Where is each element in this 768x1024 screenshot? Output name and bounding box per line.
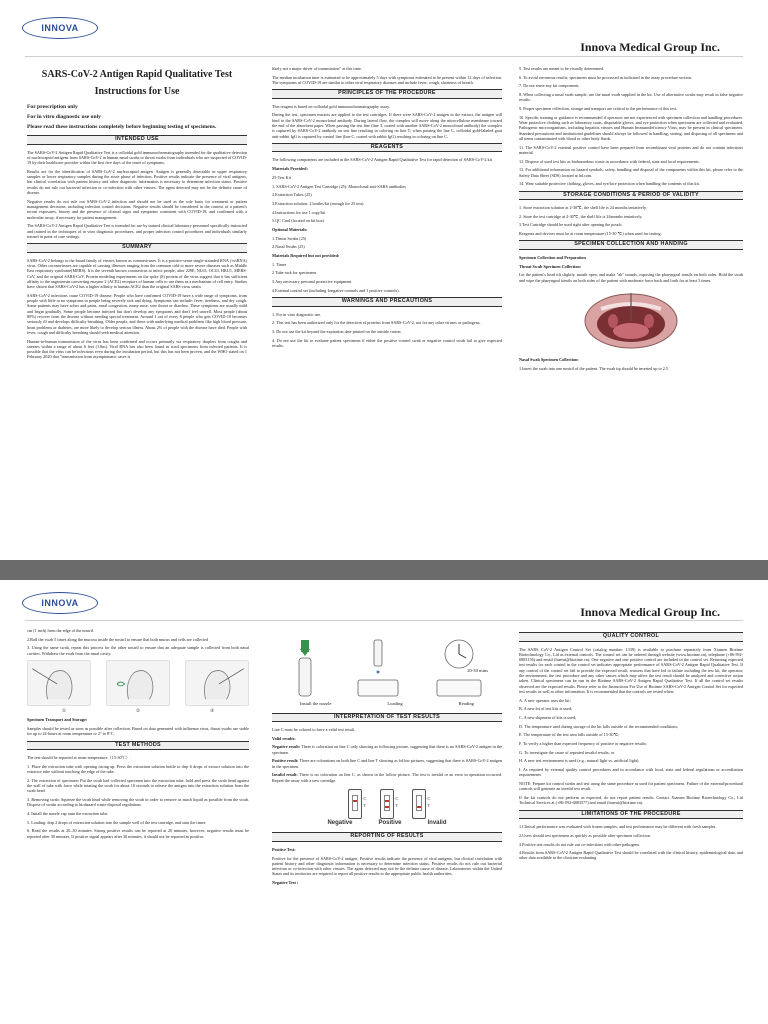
list-item: A. A new operator uses the kit;	[519, 697, 571, 703]
c-mark: C	[395, 797, 398, 802]
list-item: 3.Extraction solution: 2 bottles/kit (enough for 25 test)	[272, 200, 364, 206]
paragraph: The SARS CoV-2 Antigen Control Set (catalog number: 1339) is available to purchase separately from Xiamen Biotime Biotechnology Co., Ltd as external controls. The control set can be ordered through website (www.biotime.cn), telephone (+86-592-6883156) and email (huerui@biotime.cn). One negative and one positive control are included in the control set. Returning expected test results for each control in the control set indicates appropriate performance of SARS-CoV-2 Antigen Rapid Qualitative Test. If any control of the control set fail to provide the expected result, reassess that have led to failure including the test kit, the operator, the environment, the test procedure and any other causes which may affect the test result should be analyzed and corrective action taken. Clinical specimens can be run in the Biotime SARS-CoV-2 Antigen Rapid Qualitative Test. If all the control set results observed are the expected results. Please refer to the Instructions For Use of Biotime SARS-CoV-2 Antigen Control Set for expected test results as well as other information. It is recommended that the controls are tested when:	[519, 646, 743, 694]
paragraph: 3. Using the same swab, repeat this process for the other nostril to ensure that an adequate sample is collected from both nasal cavities. Withdraw the swab from the nasal cavity.	[27, 645, 249, 656]
list-item: 11. The SARS-CoV-2 external positive control have been prepared from recombinant viral proteins and do not contain infectious material.	[519, 144, 743, 155]
list-item: 2.Nasal Swabs (25)	[272, 244, 305, 250]
negative-cassette	[348, 789, 366, 819]
reporting-heading: REPORTING OF RESULTS	[272, 832, 502, 842]
materials-provided-label: Materials Provided:	[272, 166, 308, 172]
list-item: 3.Positive test results do not rule out co-infections with other pathogens.	[519, 841, 641, 847]
list-item: If the kit controls do not perform as expected, do not report patient results. Contact Xiamen Biotime Biotechnology Co., Ltd Technical Services at (+86-592-6883577) and email (huerui@biotime.cn).	[519, 795, 743, 806]
list-item: 1. Timer	[272, 261, 287, 267]
t-mark: T	[395, 804, 398, 809]
nasal-swab-figure-2	[106, 660, 170, 706]
list-item: 8. When collecting a nasal swab sample, use the nasal swab supplied in the kit. Use of alternative swabs may result in false negative results.	[519, 92, 743, 103]
paragraph: SARS-CoV-2 belongs to the broad family of viruses known as coronaviruses. It is a positive-sense single-stranded RNA (+ssRNA) virus. Other coronaviruses are capable of causing illnesses ranging from the common cold to more severe diseases such as Middle East respiratory syndrome(MERS). It is the seventh known coronavirus to infect people, after 229E, NL63, OC43, HKU1, MERS-CoV, and the original SARS-CoV. Protein modeling experiments on the spike (S) protein of the virus suggest that it has sufficient affinity to the angiotensin converting enzyme 2 (ACE2) receptors of human cells to use them as a mechanism of cell entry. Studies have shown that SARS-CoV-2 has a higher affinity to human ACE2 than the original SARS virus strain.	[27, 257, 247, 290]
list-item: G. To investigate the cause of repeated invalid results; or	[519, 749, 615, 755]
t-mark: T	[427, 804, 430, 809]
page2-column-1	[27, 628, 249, 842]
page2-column-3	[519, 632, 743, 864]
list-item: 4.External control set (including 1negative controls and 1 positive controls).	[272, 287, 400, 293]
paragraph: 2.Roll the swab 5 times along the mucosa inside the nostril to ensure that both mucus and cells are collected	[27, 636, 208, 642]
header-rule	[25, 620, 743, 621]
loading-illustration	[352, 636, 402, 702]
page-gap	[0, 560, 768, 580]
nasal-swab-figure-3	[185, 660, 249, 706]
list-item: The test should be reported at room temperature（15-30℃）.	[27, 755, 131, 761]
paragraph: Results are for the identification of SARS-CoV-2 nucleocapsid antigen. Antigen is generally detectable in upper respiratory samples or lower respiratory samples during the acute phase of infection. Positive results indicate the presence of viral antigens, but clinical correlation with patient history and other diagnostic information is necessary to determine infection status. Positive results do not rule out bacterial infection or co-infection with other viruses. The agent detected may not be the definite cause of disease.	[27, 168, 247, 195]
procedure-label: Loading	[387, 701, 403, 707]
page1-column-2	[272, 66, 502, 352]
page-2	[0, 580, 768, 1024]
list-item: C. A new shipment of kits is used;	[519, 714, 577, 720]
list-item: 3.Test Cartridge should be used right after opening the pouch.	[519, 222, 623, 228]
not-provided-label: Materials Required but not provided:	[272, 253, 340, 259]
list-item: 1. SARS-CoV-2 Antigen Test Cartridge (25): Monoclonal anti-SARS antibodies	[272, 183, 407, 189]
storage-heading: STORAGE CONDITIONS & PERIOD OF VALIDITY	[519, 191, 743, 201]
list-item: 2. Store the test cartridge at 2-30℃, the shelf life is 24months tentatively.	[519, 213, 643, 219]
list-item: 1. Place the extraction tube with opening facing up. Press the extraction solution bottle to drip 6 drops of extract solution into the extractor tube without touching the edge of the tube.	[27, 763, 249, 775]
list-item: 25-Test Kit	[272, 174, 291, 180]
list-item: 3.Any necessary personal protective equipment	[272, 279, 352, 285]
list-item: 7. Do not reuse any kit components.	[519, 83, 580, 89]
negative-test-label: Negative Test :	[272, 880, 299, 886]
cassette-label: Invalid	[427, 820, 447, 827]
figure-label: ③	[209, 707, 215, 713]
list-item: 2.Extraction Tubes (25)	[272, 192, 312, 198]
list-item: 14. Wear suitable protective clothing, gloves, and eye/face protection when handling the contents of this kit.	[519, 181, 700, 187]
list-item: 6. Read the results at 20–30 minutes. Strong positive results can be reported at 20 minutes, however, negative results must be reported after 30 minutes. If positive signal appears after 30 minutes, it should not be reported as positive.	[27, 828, 249, 839]
procedure-labels	[272, 701, 502, 706]
paragraph	[272, 744, 502, 755]
procedure-label: Install the nozzle	[299, 701, 332, 707]
cassette-label: Negative	[327, 820, 353, 827]
nozzle-illustration	[285, 636, 325, 702]
list-item: 5. Test results are meant to be visually determined.	[519, 66, 604, 71]
cassette-labels	[272, 821, 502, 826]
paragraph	[272, 772, 502, 783]
paragraph: Samples should be tested as soon as possible after collection. Based on data generated with influenza virus, throat swabs are stable for up to 24-hours at room temperature or 2° to 8°C.	[27, 725, 249, 737]
list-item: Reagents and devices must be at room temperature (15-30 ℃) when used for testing.	[519, 231, 662, 237]
list-item: 4. Do not use the kit to evaluate patient specimens if either the positive control swab or negative control swab fail to give expected results.	[272, 337, 502, 348]
innova-logo: INNOVA	[22, 17, 98, 39]
list-item: 6. To avoid erroneous results, specimens must be processed as indicated in the assay procedure section.	[519, 74, 692, 80]
summary-heading: SUMMARY	[27, 243, 247, 253]
list-item: 13. For additional information on hazard symbols, safety, handling and disposal of the components within this kit, please refer to the Safety Data Sheet (SDS) located at hd.com.	[519, 167, 743, 178]
warnings-heading: WARNINGS AND PRECAUTIONS	[272, 297, 502, 307]
paragraph: The SARS-CoV-2 Antigen Rapid Qualitative Test is intended for use by trained clinical laboratory personnel specifically instructed and trained in the techniques of in vitro diagnostic procedures, and proper infection control procedures and individuals similarly trained in point of care settings.	[27, 223, 247, 239]
negative-result-text: There is coloration on line C only showing as following picture, suggesting that there is no SARS-CoV-2 antigen in the specimen.	[272, 744, 503, 755]
list-item: B. A new lot of test kits is used;	[519, 706, 573, 712]
company-name: Innova Medical Group Inc.	[580, 605, 720, 619]
reagents-heading: REAGENTS	[272, 143, 502, 153]
rx-notice: For prescription only	[27, 104, 78, 110]
list-item: H. A new test environment is used (e.g., natural light vs. artificial light).	[519, 758, 640, 764]
list-item: 3. Do not use the kit beyond the expiration date printed on the outside carton.	[272, 328, 402, 334]
list-item: E. The temperature of the test area falls outside of 15-30℃;	[519, 732, 620, 738]
figure-labels	[27, 708, 249, 713]
interpretation-heading: INTERPRETATION OF TEST RESULTS	[272, 713, 502, 723]
quality-control-heading: QUALITY CONTROL	[519, 632, 743, 642]
paragraph: During the test, specimen extracts are applied to the test cartridges. If there were SARS-CoV-2 antigen in the extract, the antigen will bind to the SARS-CoV-2 monoclonal antibody. During lateral flow, the complex will move along the nitrocellulose membrane toward the end of the absorbent paper. When passing the test line (line T, coated with another SARS-CoV-2 monoclonal antibody) the complex is captured by SARS-CoV-2 antibody on test line resulting in coloring on line T; when passing the line C, colloidal gold-labeled goat anti-rabbit IgG is captured by control line (line C, coated with rabbit IgG) resulting in coloring on line C.	[272, 112, 502, 139]
control-line	[353, 800, 357, 802]
list-item: 5.QC Card (located on kit box)	[272, 218, 325, 224]
paragraph: 1.Insert the swab into one nostril of the patient. The swab tip should be inserted up to 2.5	[519, 365, 669, 371]
figure-label: ①	[61, 707, 67, 713]
paragraph: The median incubation time is estimated to be approximately 5 days with symptoms estimated to be present within 12 days of infection. The symptoms of COVID-19 are similar to other viral respiratory diseases and include fever, cough, shortness of breath.	[272, 74, 502, 85]
list-item: 12. Dispose of used test kits as biohazardous waste in accordance with federal, state and local requirements.	[519, 158, 700, 164]
list-item: 1. Store extraction solution at 2-30℃, the shelf life is 24 months tentatively.	[519, 205, 647, 211]
valid-label: Valid results:	[272, 735, 296, 741]
limitations-heading: LIMITATIONS OF THE PROCEDURE	[519, 810, 743, 820]
paragraph: SARS-CoV-2 infections cause COVID-19 disease. People who have confirmed COVID-19 have a wide range of symptoms, from people with little to no symptoms to people being severely sick and dying. Symptoms can include: fever, tiredness, and dry cough. Some patients may have aches and pains, nasal congestion, runny nose, sore throat or diarrhea. These symptoms are usually mild and begin gradually. Some people become infected but don't develop any symptoms and don't feel unwell. Most people (about 80%) recover from the disease without needing special treatment. Around 1 out of every 6 people who gets COVID-19 becomes seriously ill and develops difficulty breathing. Older people, and those with underlying medical problems like high blood pressure, heart problems or diabetes, are more likely to develop serious illness. About 2% of people with the disease have died. People with fever, cough and difficulty breathing should seek medical attention.	[27, 292, 247, 335]
paragraph: This reagent is based on colloidal gold immunochromatography assay.	[272, 103, 390, 109]
cassette-label: Positive	[378, 820, 402, 827]
list-item: NOTE: Prepare kit control swabs and test using the same procedure as used for patient specimens. Failure of the external/procedural controls will generate an invalid test result.	[519, 781, 743, 792]
nasal-swab-label: Nasal Swab Specimen Collection:	[519, 356, 579, 362]
page1-column-3	[519, 66, 743, 374]
control-line	[385, 800, 389, 802]
list-item: 1. For in vitro diagnostic use.	[272, 311, 322, 317]
positive-cassette	[380, 789, 398, 819]
list-item: I. As required by external quality control procedures and in accordance with local, state and federal regulations or accreditation requirements.	[519, 767, 743, 778]
throat-swab-illustration	[571, 291, 691, 351]
list-item: 4. Install the nozzle cap onto the extraction tube.	[27, 810, 109, 816]
list-item: 10. Specific training or guidance is recommended if operators are not experienced with specimen collection and handling procedures. Wear protective clothing such as laboratory coats, disposable gloves, and eye protection when specimens are collected and evaluated. Pathogenic microorganisms, including hepatitis viruses and Human Immunodeficiency Virus, may be present in clinical specimens. Standard precautions and institutional guidelines should always be followed in handling, storing, and disposing of all specimens and all items contaminated with blood or other body fluids.	[519, 114, 743, 141]
specimen-collection-label: Specimen Collection and Preparation	[519, 254, 586, 260]
principles-heading: PRINCIPLES OF THE PROCEDURE	[272, 89, 502, 99]
list-item: F. To verify a higher than expected frequency of positive or negative results;	[519, 741, 647, 746]
company-name: Innova Medical Group Inc.	[580, 40, 720, 54]
procedure-label: Reading	[458, 701, 474, 707]
timer-label: 20-30 mins	[467, 668, 488, 673]
doc-subtitle: Instructions for Use	[94, 86, 180, 97]
invalid-result-label: Invalid result:	[272, 772, 298, 778]
throat-swab-label: Throat Swab Specimen Collection:	[519, 263, 582, 269]
ivd-notice: For in vitro diagnostic use only	[27, 114, 101, 120]
nasal-swab-figure-1	[27, 660, 91, 706]
header-rule	[25, 56, 743, 57]
paragraph: Positive for the presence of SARS-CoV-2 antigen. Positive results indicate the presence of viral antigens, but clinical correlation with patient history and other diagnostic information is necessary to determine infection status. Positive results do not rule out bacterial infection or co-infection with other viruses. The agent detected may not be the definite cause of disease. Laboratories within the United States and its territories are required to report all positive results to the appropriate public health authorities.	[272, 855, 502, 877]
invalid-result-text: There is no coloration on line C, as shown in the follow picture. The test is invalid or an error in operation occurred. Repeat the assay with a new cartridge.	[272, 772, 502, 783]
nasal-swab-figures	[27, 660, 249, 706]
paragraph: The following components are included in the SARS-CoV-2 Antigen Rapid Qualitative Test for rapid detection of SARS-CoV-2 kit	[272, 157, 492, 163]
list-item: D. The temperature used during storage of the kit falls outside of the recommended conditions;	[519, 723, 679, 729]
c-mark: C	[363, 797, 366, 802]
positive-result-label: Positive result:	[272, 758, 299, 764]
list-item: 2. The extraction of specimen: Put the swab had collected specimen into the extraction tube, hold and press the swab head against the wall of tube with force while rotating the swab for about 10 seconds to release the antigen into the extraction solution from the swab head.	[27, 777, 249, 794]
list-item: 9. Proper specimen collection, storage and transport are critical to the performance of this test.	[519, 106, 678, 112]
figure-label: ②	[135, 707, 141, 713]
doc-title: SARS-CoV-2 Antigen Rapid Qualitative Test	[41, 69, 233, 80]
paragraph: The SARS-CoV-2 Antigen Rapid Qualitative Test is a colloidal gold immunochromatography intended for the qualitative detection of nucleocapsid antigens from SARS-CoV-2 in human nasal swabs or throat swabs from individuals who are suspected of COVID-19 by their healthcare provider within the first five days of the onset of symptoms.	[27, 149, 247, 166]
result-cassettes	[272, 789, 502, 819]
c-mark: C	[427, 797, 430, 802]
intended-use-heading: INTENDED USE	[27, 135, 247, 145]
invalid-cassette	[412, 789, 430, 819]
paragraph: Let the patient's head tilt slightly, mouth open, and make "ah" sounds, exposing the pharyngeal tonsils on both sides. Hold the swab and wipe the pharyngeal tonsils on both sides of the patient with moderate force back and forth for at least 3 times.	[519, 272, 743, 283]
test-line	[417, 806, 421, 808]
innova-logo: INNOVA	[22, 592, 98, 614]
paragraph	[272, 758, 502, 769]
list-item: 5. Loading: drip 2 drops of extraction solution into the sample well of the test cartridge, and start the timer.	[27, 819, 207, 825]
positive-test-label: Positive Test:	[272, 846, 296, 852]
list-item: 4.Results from SARS-CoV-2 Antigen Rapid Qualitative Test should be correlated with the clinical history, epidemiological data, and other data available to the clinician evaluating	[519, 850, 743, 861]
paragraph: Human-to-human transmission of the virus has been confirmed and occurs primarily via respiratory droplets from coughs and sneezes within a range of about 6 feet (1.8m). Viral RNA has also been found in stool specimens from infected patients. It is possible that the virus can be infectious even during the incubation period, but this has not been proven, and the WHO stated on 1 February 2020 that "transmission from asymptomatic cases is	[27, 338, 247, 360]
positive-result-text: There are colorations on both line C and line T showing as follow pictures, suggesting that there is SARS-CoV-2 antigen in the specimen.	[272, 758, 502, 769]
paragraph: Negative results do not rule out SARS-CoV-2 infection and should not be used as the sole basis for treatment or patient management decisions, including infection control decisions. Negative results should be considered in the context of a patient's recent exposures, history and the presence of clinical signs and symptoms consistent with COVID-19, and confirmed with a molecular assay, if necessary for patient management.	[27, 198, 247, 220]
read-notice: Please read these instructions completely before beginning testing of specimens.	[27, 124, 217, 130]
paragraph: likely not a major driver of transmission" at this time.	[272, 66, 362, 71]
list-item: 1.Throat Swabs (25)	[272, 235, 307, 241]
list-item: 1.Clinical performance was evaluated with frozen samples, and test performance may be different with fresh samples.	[519, 824, 717, 830]
list-item: 2 Tube rack for specimens	[272, 270, 317, 276]
procedure-illustrations	[272, 632, 502, 702]
test-methods-heading: TEST METHODS	[27, 741, 249, 751]
optional-label: Optional Materials:	[272, 226, 308, 232]
list-item: 2. This test has been authorized only for the detection of proteins from SARS-CoV-2, not for any other viruses or pathogens.	[272, 320, 481, 326]
page1-column-1	[27, 68, 247, 363]
list-item: 2.Users should test specimens as quickly as possible after specimen collection.	[519, 832, 651, 838]
negative-result-label: Negative result:	[272, 744, 301, 750]
list-item: 4.Instructions for use 1 copy/kit	[272, 209, 326, 215]
test-line	[385, 806, 389, 808]
list-item: 3. Removing swab: Squeeze the swab head while removing the swab in order to remove as much liquid as possible from the swab. Dispose of swabs according to biohazard waste disposal regulations.	[27, 797, 249, 808]
t-mark: T	[363, 804, 366, 809]
page2-column-2	[272, 632, 502, 889]
transport-label: Specimen Transport and Storage:	[27, 717, 88, 723]
specimen-heading: SPECIMEN COLLECTION AND HANDING	[519, 240, 743, 250]
paragraph: cm (1 inch) from the edge of the nostril.	[27, 628, 95, 633]
paragraph: Line C must be colored to have a valid test result.	[272, 727, 356, 733]
